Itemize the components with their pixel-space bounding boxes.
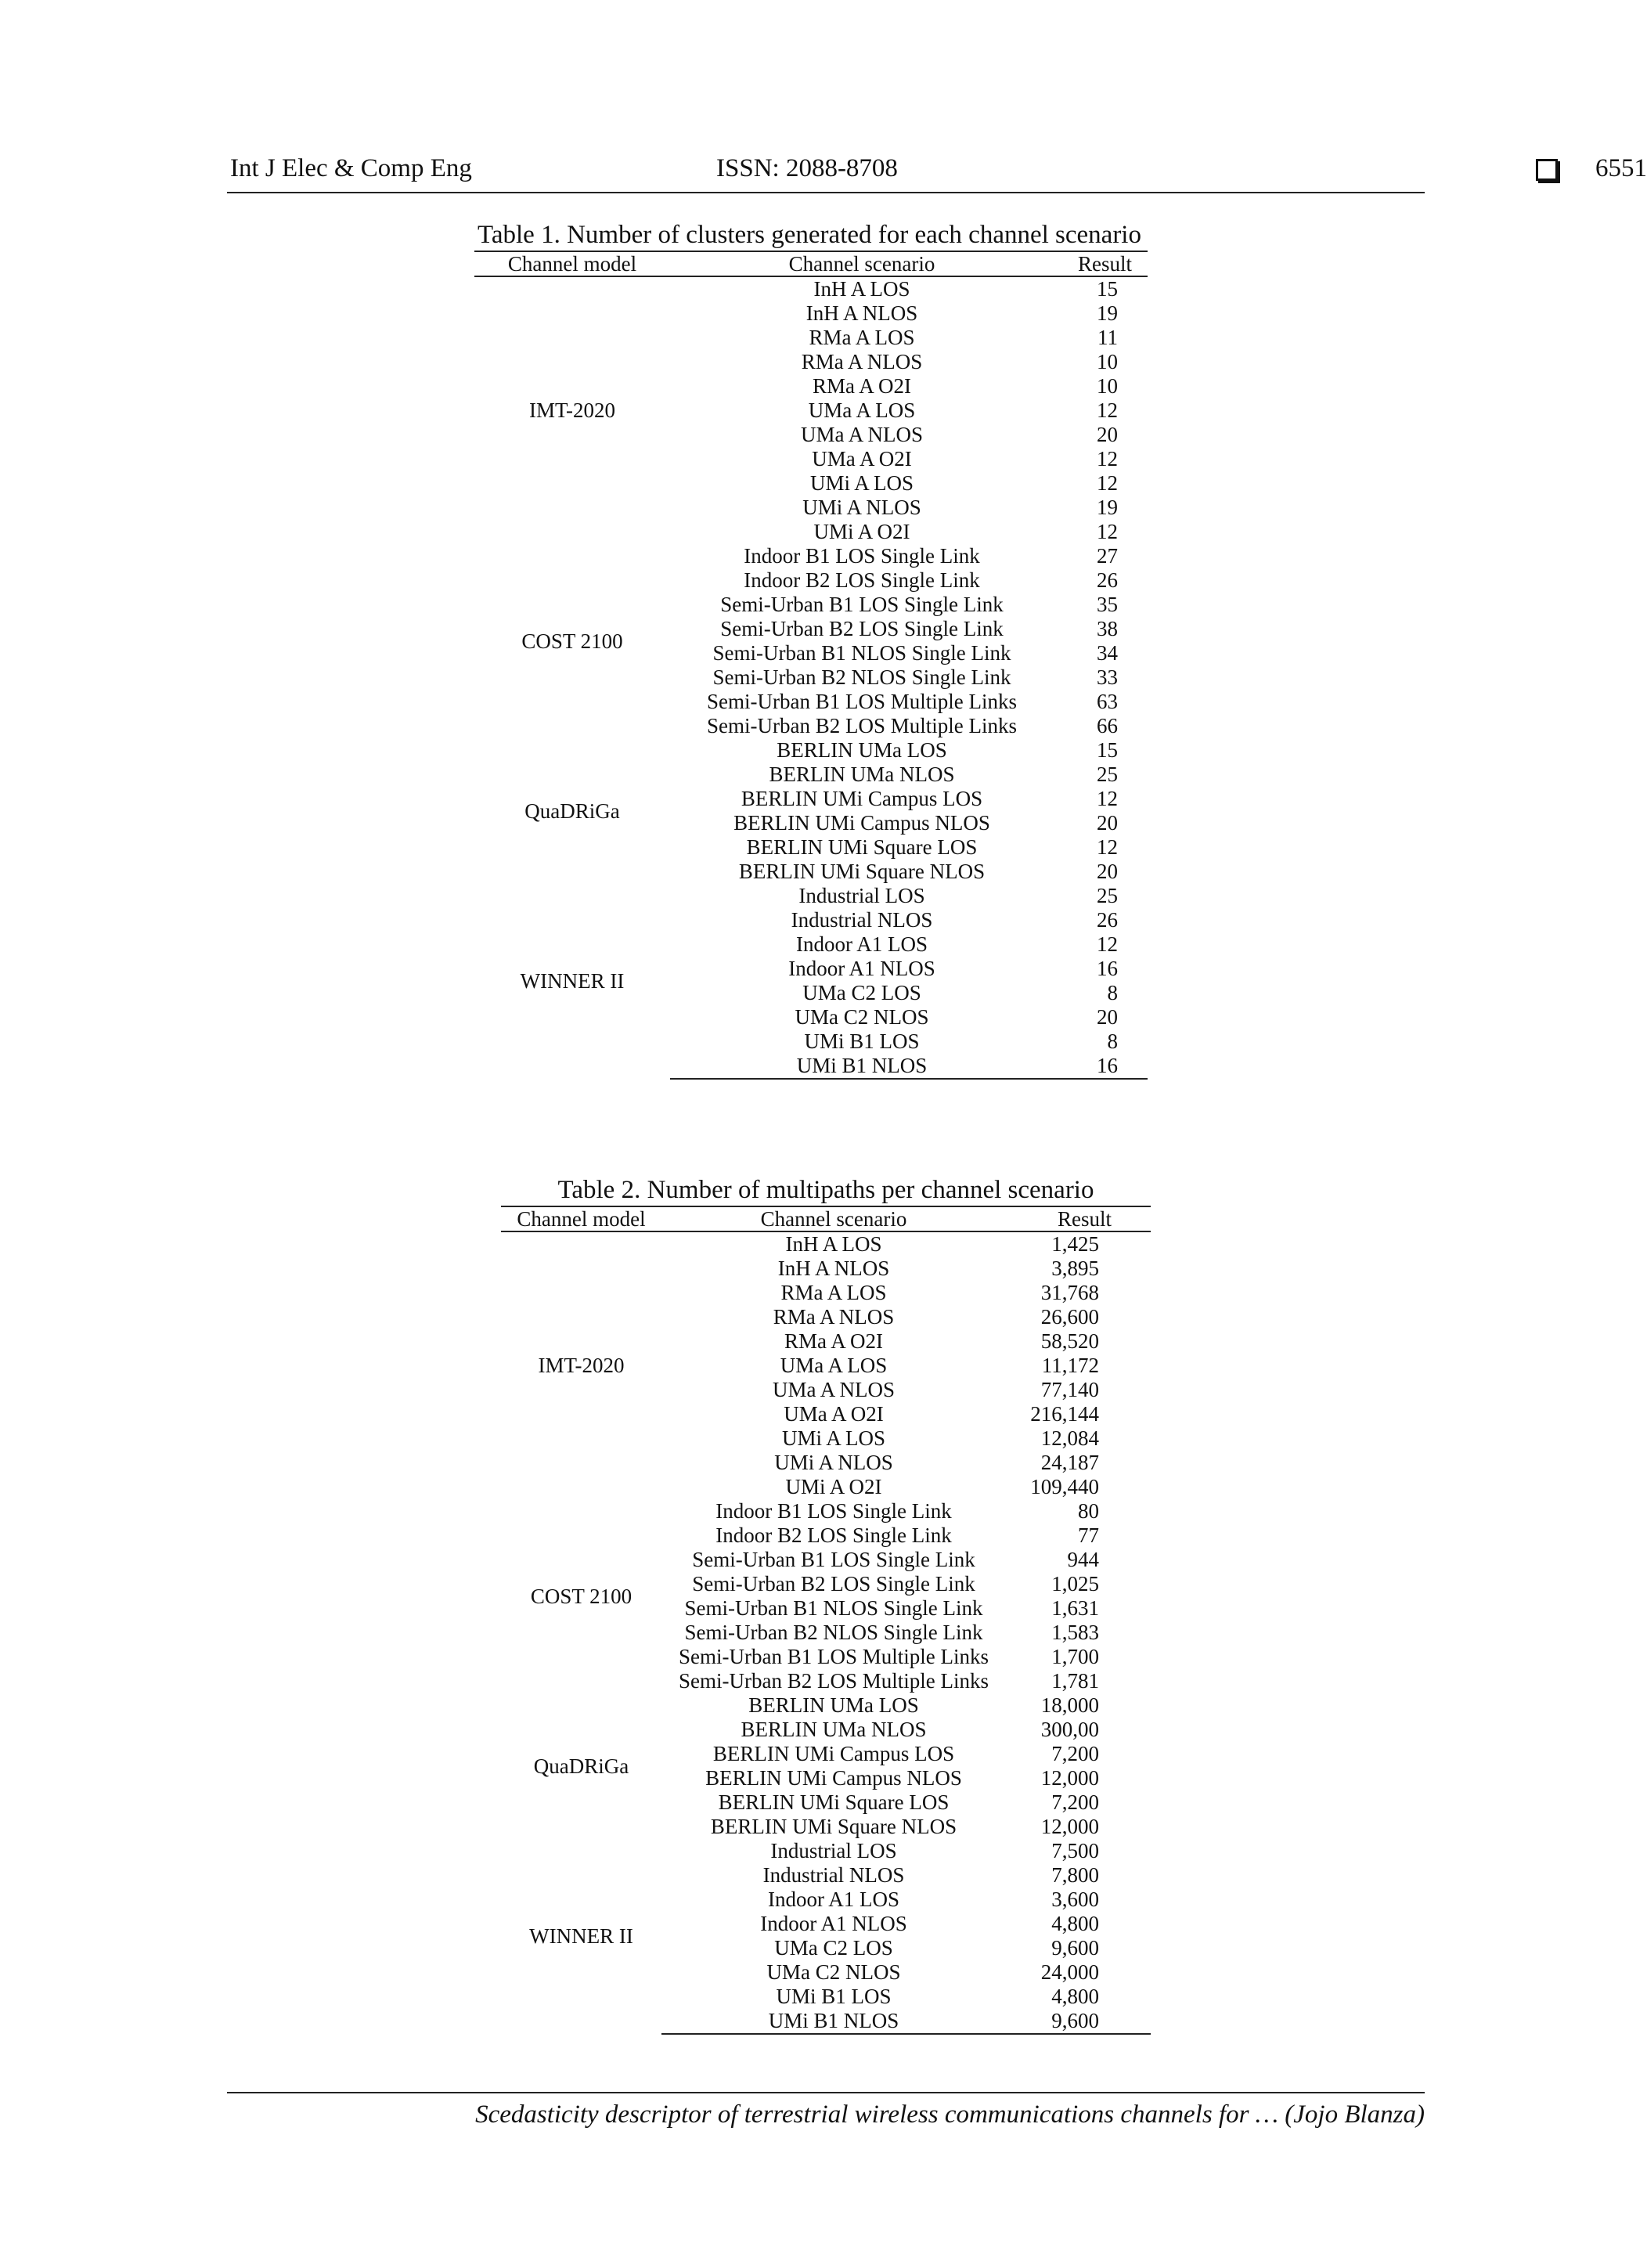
channel-model-cell: COST 2100 [521,629,623,653]
result-cell: 8 [1107,981,1118,1004]
channel-scenario-cell: UMi A O2I [785,1475,882,1498]
channel-scenario-cell: UMa A NLOS [772,1378,895,1401]
channel-scenario-cell: UMa C2 NLOS [795,1005,929,1029]
channel-scenario-cell: UMi A NLOS [802,496,921,519]
page-number: 6551 [1595,154,1647,182]
channel-model-cell: IMT-2020 [538,1354,625,1377]
result-cell: 12 [1097,932,1118,956]
result-cell: 7,200 [1051,1790,1099,1814]
result-cell: 19 [1097,496,1118,519]
result-cell: 20 [1097,860,1118,883]
result-cell: 27 [1097,544,1118,568]
result-cell: 26 [1097,568,1118,592]
channel-scenario-cell: UMa A O2I [784,1402,884,1426]
channel-scenario-cell: Indoor A1 NLOS [760,1912,907,1935]
channel-model-cell: WINNER II [520,969,625,993]
table-2-header-row [501,1206,1151,1231]
column-header-channel-scenario: Channel scenario [670,251,1054,276]
result-cell: 12,000 [1040,1766,1099,1790]
result-cell: 1,583 [1051,1621,1099,1644]
channel-scenario-cell: Industrial LOS [798,884,925,907]
journal-name: Int J Elec & Comp Eng [230,154,472,182]
channel-scenario-cell: RMa A LOS [809,326,915,349]
footer-rule [227,2092,1425,2093]
result-cell: 20 [1097,1005,1118,1029]
channel-scenario-cell: RMa A NLOS [801,350,923,373]
result-cell: 1,025 [1051,1572,1099,1596]
channel-scenario-cell: UMa C2 LOS [774,1936,893,1960]
channel-scenario-cell: UMi B1 NLOS [661,2009,1006,2034]
result-cell: 80 [1078,1499,1099,1523]
footer-citation: Scedasticity descriptor of terrestrial wireless communications channels for … (Jojo Blanza) [475,2100,1425,2129]
channel-scenario-cell: BERLIN UMi Square NLOS [710,1815,957,1838]
result-cell: 19 [1097,301,1118,325]
result-cell: 20 [1097,423,1118,446]
channel-scenario-cell: Semi-Urban B1 LOS Multiple Links [679,1645,989,1668]
table-2 [501,1174,1151,2035]
result-cell: 66 [1097,714,1118,737]
table-row [474,276,1148,301]
channel-scenario-cell: Indoor B2 LOS Single Link [715,1523,952,1547]
result-cell: 35 [1097,593,1118,616]
table-row [474,544,1148,568]
page-header [227,153,1647,193]
channel-scenario-cell: Indoor B2 LOS Single Link [744,568,980,592]
result-cell: 109,440 [1030,1475,1099,1498]
channel-model-cell: QuaDRiGa [524,799,620,823]
table-1 [474,219,1148,1080]
result-cell: 34 [1097,641,1118,665]
result-cell: 26 [1097,908,1118,932]
channel-scenario-cell: Semi-Urban B1 LOS Single Link [692,1548,975,1571]
table-row [474,738,1148,763]
table-row [474,884,1148,908]
result-cell: 12 [1097,447,1118,471]
result-cell: 15 [1097,277,1118,301]
channel-model-cell: QuaDRiGa [533,1754,629,1778]
channel-scenario-cell: BERLIN UMi Campus LOS [712,1742,955,1765]
result-cell: 33 [1097,665,1118,689]
channel-scenario-cell: Semi-Urban B1 NLOS Single Link [684,1596,983,1620]
column-header-channel-model: Channel model [474,251,670,276]
result-cell: 8 [1107,1029,1118,1053]
channel-scenario-cell: Indoor A1 NLOS [788,957,935,980]
channel-scenario-cell: Indoor A1 LOS [796,932,928,956]
channel-scenario-cell: BERLIN UMa LOS [748,1693,919,1717]
table-2-body [501,1231,1151,2034]
channel-scenario-cell: UMa A LOS [780,1354,888,1377]
table-1-header-row [474,251,1148,276]
result-cell: 7,200 [1051,1742,1099,1765]
result-cell: 16 [1054,1054,1148,1079]
channel-scenario-cell: Semi-Urban B2 LOS Multiple Links [707,714,1017,737]
result-cell: 1,781 [1051,1669,1099,1693]
channel-scenario-cell: RMa A NLOS [773,1305,895,1329]
channel-scenario-cell: BERLIN UMa LOS [777,738,947,762]
result-cell: 31,768 [1040,1281,1099,1304]
result-cell: 7,800 [1051,1863,1099,1887]
channel-scenario-cell: Semi-Urban B2 NLOS Single Link [684,1621,983,1644]
channel-scenario-cell: Semi-Urban B1 LOS Multiple Links [707,690,1017,713]
channel-scenario-cell: UMa A O2I [812,447,912,471]
result-cell: 12 [1097,398,1118,422]
channel-scenario-cell: BERLIN UMa NLOS [741,1718,927,1741]
channel-scenario-cell: UMi B1 LOS [804,1029,920,1053]
result-cell: 12 [1097,787,1118,810]
channel-scenario-cell: UMa C2 LOS [802,981,921,1004]
result-cell: 1,700 [1051,1645,1099,1668]
channel-scenario-cell: Industrial NLOS [762,1863,905,1887]
result-cell: 4,800 [1051,1912,1099,1935]
channel-scenario-cell: UMa A LOS [808,398,916,422]
result-cell: 3,895 [1051,1257,1099,1280]
channel-scenario-cell: UMi A O2I [813,520,910,543]
result-cell: 38 [1097,617,1118,640]
issn: ISSN: 2088-8708 [716,154,898,182]
column-header-result: Result [1054,251,1148,276]
channel-scenario-cell: UMi A NLOS [774,1451,893,1474]
channel-scenario-cell: UMa A NLOS [800,423,923,446]
result-cell: 4,800 [1051,1985,1099,2008]
result-cell: 12,000 [1040,1815,1099,1838]
result-cell: 24,000 [1040,1960,1099,1984]
result-cell: 10 [1097,374,1118,398]
result-cell: 944 [1067,1548,1099,1571]
channel-scenario-cell: RMa A O2I [784,1329,883,1353]
result-cell: 20 [1097,811,1118,835]
channel-scenario-cell: RMa A LOS [780,1281,887,1304]
channel-scenario-cell: Semi-Urban B2 LOS Single Link [720,617,1004,640]
table-row [501,1499,1151,1523]
channel-model-cell: WINNER II [529,1924,633,1948]
result-cell: 12 [1097,520,1118,543]
table-2-grid [501,1206,1151,2035]
square-bullet-icon [1536,159,1558,181]
channel-scenario-cell: Semi-Urban B2 NLOS Single Link [712,665,1011,689]
result-cell: 1,631 [1051,1596,1099,1620]
result-cell: 58,520 [1040,1329,1099,1353]
channel-scenario-cell: Indoor B1 LOS Single Link [744,544,980,568]
result-cell: 216,144 [1030,1402,1099,1426]
table-1-caption: Table 1. Number of clusters generated for each channel scenario [478,221,1141,249]
result-cell: 9,600 [1006,2009,1151,2034]
channel-scenario-cell: Semi-Urban B2 LOS Single Link [692,1572,975,1596]
channel-scenario-cell: UMa C2 NLOS [766,1960,901,1984]
result-cell: 300,00 [1040,1718,1099,1741]
channel-scenario-cell: InH A LOS [813,277,910,301]
result-cell: 11 [1097,326,1118,349]
result-cell: 3,600 [1051,1888,1099,1911]
channel-scenario-cell: BERLIN UMi Square NLOS [738,860,986,883]
result-cell: 12 [1097,835,1118,859]
channel-scenario-cell: Semi-Urban B2 LOS Multiple Links [679,1669,989,1693]
channel-scenario-cell: BERLIN UMi Campus NLOS [705,1766,962,1790]
channel-scenario-cell: Indoor A1 LOS [768,1888,899,1911]
channel-scenario-cell: BERLIN UMi Square LOS [746,835,978,859]
channel-scenario-cell: Indoor B1 LOS Single Link [715,1499,952,1523]
channel-scenario-cell: UMi A LOS [781,1426,886,1450]
channel-scenario-cell: UMi A LOS [809,471,914,495]
channel-scenario-cell: RMa A O2I [812,374,911,398]
channel-model-cell: COST 2100 [530,1584,632,1608]
channel-scenario-cell: BERLIN UMi Square LOS [718,1790,950,1814]
result-cell: 16 [1097,957,1118,980]
result-cell: 9,600 [1051,1936,1099,1960]
result-cell: 18,000 [1040,1693,1099,1717]
table-2-caption: Table 2. Number of multipaths per channel scenario [557,1176,1094,1204]
result-cell: 12 [1097,471,1118,495]
table-row [501,1693,1151,1718]
column-header-result: Result [1006,1206,1151,1231]
channel-scenario-cell: InH A NLOS [805,301,918,325]
channel-scenario-cell: Industrial LOS [770,1839,897,1862]
result-cell: 12,084 [1040,1426,1099,1450]
result-cell: 25 [1097,763,1118,786]
channel-scenario-cell: BERLIN UMi Campus LOS [741,787,983,810]
table-row [501,1231,1151,1257]
column-header-channel-model: Channel model [501,1206,661,1231]
channel-scenario-cell: UMi B1 LOS [776,1985,892,2008]
result-cell: 26,600 [1040,1305,1099,1329]
table-row [501,1839,1151,1863]
result-cell: 77 [1078,1523,1099,1547]
channel-scenario-cell: Semi-Urban B1 LOS Single Link [720,593,1004,616]
channel-model-cell: IMT-2020 [528,398,615,422]
channel-scenario-cell: BERLIN UMa NLOS [769,763,955,786]
result-cell: 25 [1097,884,1118,907]
channel-scenario-cell: InH A NLOS [777,1257,890,1280]
channel-scenario-cell: BERLIN UMi Campus NLOS [733,811,990,835]
table-1-body [474,276,1148,1079]
result-cell: 10 [1097,350,1118,373]
table-1-grid [474,251,1148,1080]
channel-scenario-cell: UMi B1 NLOS [670,1054,1054,1079]
result-cell: 1,425 [1051,1232,1099,1256]
result-cell: 63 [1097,690,1118,713]
channel-scenario-cell: InH A LOS [785,1232,882,1256]
result-cell: 24,187 [1040,1451,1099,1474]
channel-scenario-cell: Semi-Urban B1 NLOS Single Link [712,641,1011,665]
result-cell: 77,140 [1040,1378,1099,1401]
column-header-channel-scenario: Channel scenario [661,1206,1006,1231]
result-cell: 15 [1097,738,1118,762]
result-cell: 7,500 [1051,1839,1099,1862]
channel-scenario-cell: Industrial NLOS [791,908,933,932]
result-cell: 11,172 [1041,1354,1099,1377]
